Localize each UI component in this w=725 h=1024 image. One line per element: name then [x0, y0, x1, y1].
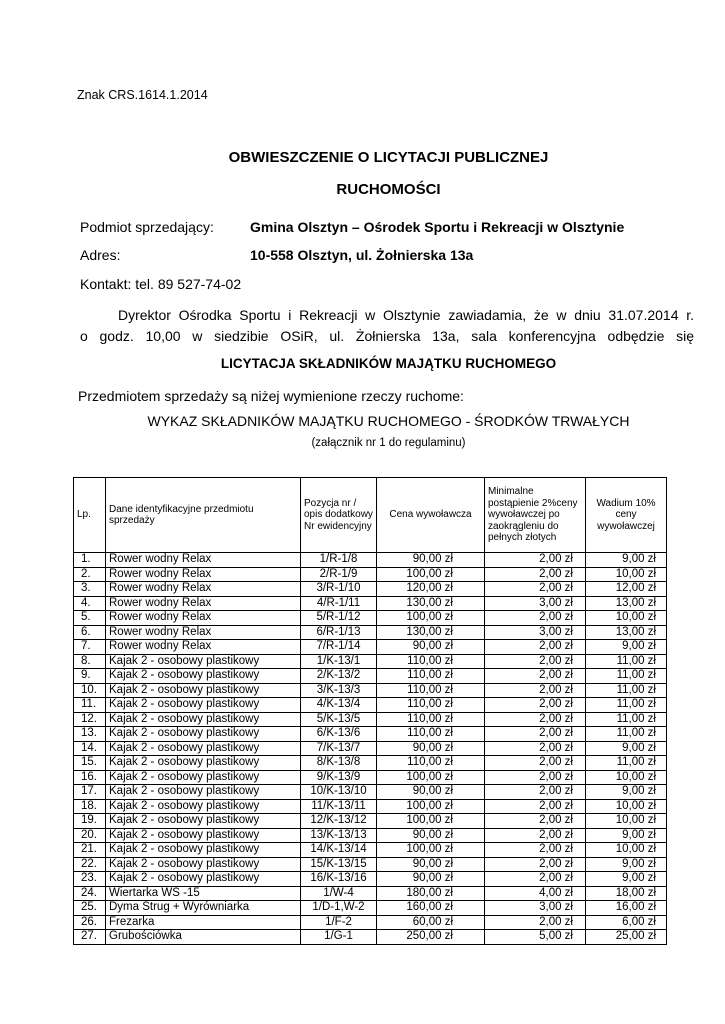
- cell-name: Rower wodny Relax: [106, 582, 301, 597]
- cell-deposit: 9,00 zł: [586, 828, 667, 843]
- cell-name: Kajak 2 - osobowy plastikowy: [106, 872, 301, 887]
- cell-position: 5/K-13/5: [301, 712, 377, 727]
- seller-label: Podmiot sprzedający:: [80, 219, 214, 235]
- cell-price: 110,00 zł: [377, 756, 485, 771]
- cell-price: 130,00 zł: [377, 596, 485, 611]
- cell-lp: 20.: [74, 828, 106, 843]
- header-name: Dane identyfikacyjne przedmiotu sprzedaży: [106, 478, 301, 553]
- cell-position: 6/R-1/13: [301, 625, 377, 640]
- cell-step: 2,00 zł: [485, 785, 586, 800]
- cell-step: 2,00 zł: [485, 727, 586, 742]
- cell-name: Rower wodny Relax: [106, 596, 301, 611]
- cell-position: 9/K-13/9: [301, 770, 377, 785]
- cell-lp: 7.: [74, 640, 106, 655]
- cell-position: 15/K-13/15: [301, 857, 377, 872]
- header-deposit: Wadium 10% ceny wywoławczej: [586, 478, 667, 553]
- cell-step: 2,00 zł: [485, 640, 586, 655]
- cell-deposit: 11,00 zł: [586, 756, 667, 771]
- cell-position: 6/K-13/6: [301, 727, 377, 742]
- table-row: [74, 640, 667, 655]
- table-row: [74, 683, 667, 698]
- cell-position: 1/D-1,W-2: [301, 901, 377, 916]
- header-position: Pozycja nr / opis dodatkowy Nr ewidencyjny: [301, 478, 377, 553]
- cell-price: 160,00 zł: [377, 901, 485, 916]
- table-row: [74, 625, 667, 640]
- cell-price: 110,00 zł: [377, 727, 485, 742]
- cell-deposit: 10,00 zł: [586, 843, 667, 858]
- cell-price: 90,00 zł: [377, 640, 485, 655]
- cell-lp: 21.: [74, 843, 106, 858]
- cell-lp: 1.: [74, 553, 106, 568]
- cell-price: 110,00 zł: [377, 669, 485, 684]
- cell-step: 2,00 zł: [485, 611, 586, 626]
- cell-name: Kajak 2 - osobowy plastikowy: [106, 654, 301, 669]
- cell-step: 5,00 zł: [485, 930, 586, 945]
- cell-price: 130,00 zł: [377, 625, 485, 640]
- cell-name: Kajak 2 - osobowy plastikowy: [106, 712, 301, 727]
- cell-step: 4,00 zł: [485, 886, 586, 901]
- cell-price: 90,00 zł: [377, 785, 485, 800]
- notice-line-2: o godz. 10,00 w siedzibie OSiR, ul. Żołnierska 13a, sala konferencyjna odbędzie się: [80, 328, 694, 344]
- cell-position: 8/K-13/8: [301, 756, 377, 771]
- cell-position: 5/R-1/12: [301, 611, 377, 626]
- cell-lp: 4.: [74, 596, 106, 611]
- cell-lp: 26.: [74, 915, 106, 930]
- table-row: [74, 582, 667, 597]
- cell-lp: 12.: [74, 712, 106, 727]
- cell-step: 2,00 zł: [485, 669, 586, 684]
- cell-name: Kajak 2 - osobowy plastikowy: [106, 843, 301, 858]
- cell-step: 3,00 zł: [485, 625, 586, 640]
- cell-step: 2,00 zł: [485, 553, 586, 568]
- cell-name: Kajak 2 - osobowy plastikowy: [106, 828, 301, 843]
- table-row: [74, 567, 667, 582]
- cell-position: 3/K-13/3: [301, 683, 377, 698]
- cell-deposit: 10,00 zł: [586, 799, 667, 814]
- table-row: [74, 741, 667, 756]
- cell-name: Kajak 2 - osobowy plastikowy: [106, 857, 301, 872]
- list-title: WYKAZ SKŁADNIKÓW MAJĄTKU RUCHOMEGO - ŚRODKÓW TRWAŁYCH: [147, 413, 630, 429]
- cell-step: 2,00 zł: [485, 828, 586, 843]
- cell-name: Rower wodny Relax: [106, 553, 301, 568]
- cell-lp: 10.: [74, 683, 106, 698]
- table-row: [74, 872, 667, 887]
- cell-lp: 3.: [74, 582, 106, 597]
- cell-step: 2,00 zł: [485, 915, 586, 930]
- cell-name: Wiertarka WS -15: [106, 886, 301, 901]
- table-row: [74, 799, 667, 814]
- address-value: 10-558 Olsztyn, ul. Żołnierska 13a: [250, 247, 474, 263]
- cell-deposit: 10,00 zł: [586, 814, 667, 829]
- cell-name: Kajak 2 - osobowy plastikowy: [106, 741, 301, 756]
- cell-price: 90,00 zł: [377, 872, 485, 887]
- cell-deposit: 9,00 zł: [586, 872, 667, 887]
- cell-lp: 23.: [74, 872, 106, 887]
- cell-deposit: 10,00 zł: [586, 567, 667, 582]
- cell-name: Kajak 2 - osobowy plastikowy: [106, 669, 301, 684]
- header-lp: Lp.: [74, 478, 106, 553]
- contact-info: Kontakt: tel. 89 527-74-02: [80, 276, 242, 292]
- cell-price: 110,00 zł: [377, 683, 485, 698]
- cell-price: 250,00 zł: [377, 930, 485, 945]
- cell-name: Kajak 2 - osobowy plastikowy: [106, 814, 301, 829]
- cell-step: 2,00 zł: [485, 857, 586, 872]
- cell-step: 2,00 zł: [485, 770, 586, 785]
- document-subtitle: RUCHOMOŚCI: [336, 181, 441, 198]
- table-row: [74, 886, 667, 901]
- cell-name: Kajak 2 - osobowy plastikowy: [106, 785, 301, 800]
- cell-price: 110,00 zł: [377, 698, 485, 713]
- cell-name: Kajak 2 - osobowy plastikowy: [106, 698, 301, 713]
- cell-position: 2/R-1/9: [301, 567, 377, 582]
- cell-price: 90,00 zł: [377, 741, 485, 756]
- cell-lp: 22.: [74, 857, 106, 872]
- cell-lp: 8.: [74, 654, 106, 669]
- cell-price: 180,00 zł: [377, 886, 485, 901]
- table-row: [74, 553, 667, 568]
- cell-price: 100,00 zł: [377, 611, 485, 626]
- cell-deposit: 9,00 zł: [586, 785, 667, 800]
- cell-position: 2/K-13/2: [301, 669, 377, 684]
- cell-name: Kajak 2 - osobowy plastikowy: [106, 727, 301, 742]
- cell-lp: 18.: [74, 799, 106, 814]
- cell-deposit: 11,00 zł: [586, 727, 667, 742]
- cell-deposit: 11,00 zł: [586, 712, 667, 727]
- cell-lp: 17.: [74, 785, 106, 800]
- cell-deposit: 6,00 zł: [586, 915, 667, 930]
- cell-price: 110,00 zł: [377, 654, 485, 669]
- header-price: Cena wywoławcza: [377, 478, 485, 553]
- annex-note: (załącznik nr 1 do regulaminu): [311, 437, 466, 449]
- cell-price: 100,00 zł: [377, 843, 485, 858]
- document-reference: Znak CRS.1614.1.2014: [77, 88, 208, 102]
- cell-name: Kajak 2 - osobowy plastikowy: [106, 756, 301, 771]
- cell-lp: 19.: [74, 814, 106, 829]
- cell-step: 2,00 zł: [485, 683, 586, 698]
- table-row: [74, 915, 667, 930]
- table-row: [74, 901, 667, 916]
- cell-position: 12/K-13/12: [301, 814, 377, 829]
- table-row: [74, 930, 667, 945]
- cell-deposit: 11,00 zł: [586, 698, 667, 713]
- items-table: [73, 477, 667, 945]
- table-row: [74, 712, 667, 727]
- cell-price: 60,00 zł: [377, 915, 485, 930]
- cell-position: 3/R-1/10: [301, 582, 377, 597]
- cell-step: 2,00 zł: [485, 756, 586, 771]
- cell-lp: 5.: [74, 611, 106, 626]
- cell-deposit: 18,00 zł: [586, 886, 667, 901]
- cell-deposit: 12,00 zł: [586, 582, 667, 597]
- table-row: [74, 698, 667, 713]
- cell-name: Kajak 2 - osobowy plastikowy: [106, 799, 301, 814]
- cell-name: Grubościówka: [106, 930, 301, 945]
- cell-position: 1/F-2: [301, 915, 377, 930]
- cell-deposit: 10,00 zł: [586, 611, 667, 626]
- table-row: [74, 654, 667, 669]
- cell-step: 3,00 zł: [485, 596, 586, 611]
- table-row: [74, 669, 667, 684]
- cell-name: Rower wodny Relax: [106, 640, 301, 655]
- cell-position: 1/G-1: [301, 930, 377, 945]
- address-label: Adres:: [80, 247, 121, 263]
- table-row: [74, 828, 667, 843]
- cell-deposit: 13,00 zł: [586, 625, 667, 640]
- cell-position: 1/W-4: [301, 886, 377, 901]
- cell-position: 7/K-13/7: [301, 741, 377, 756]
- cell-name: Kajak 2 - osobowy plastikowy: [106, 770, 301, 785]
- cell-position: 4/K-13/4: [301, 698, 377, 713]
- cell-name: Dyma Strug + Wyrówniarka: [106, 901, 301, 916]
- cell-step: 2,00 zł: [485, 872, 586, 887]
- table-row: [74, 785, 667, 800]
- notice-line-1-text: Dyrektor Ośrodka Sportu i Rekreacji w Olsztynie zawiadamia, że w dniu 31.07.2014 r.: [118, 307, 694, 323]
- cell-position: 4/R-1/11: [301, 596, 377, 611]
- cell-step: 2,00 zł: [485, 712, 586, 727]
- cell-price: 120,00 zł: [377, 582, 485, 597]
- cell-name: Frezarka: [106, 915, 301, 930]
- table-body: [74, 553, 667, 945]
- cell-position: 16/K-13/16: [301, 872, 377, 887]
- document-title: OBWIESZCZENIE O LICYTACJI PUBLICZNEJ: [228, 149, 549, 166]
- cell-price: 90,00 zł: [377, 553, 485, 568]
- cell-step: 2,00 zł: [485, 567, 586, 582]
- cell-price: 100,00 zł: [377, 770, 485, 785]
- table-row: [74, 770, 667, 785]
- cell-name: Rower wodny Relax: [106, 611, 301, 626]
- cell-step: 2,00 zł: [485, 698, 586, 713]
- cell-deposit: 9,00 zł: [586, 553, 667, 568]
- cell-deposit: 10,00 zł: [586, 770, 667, 785]
- cell-lp: 16.: [74, 770, 106, 785]
- cell-deposit: 16,00 zł: [586, 901, 667, 916]
- table-row: [74, 857, 667, 872]
- table-row: [74, 596, 667, 611]
- cell-price: 100,00 zł: [377, 567, 485, 582]
- cell-step: 3,00 zł: [485, 901, 586, 916]
- cell-deposit: 9,00 zł: [586, 857, 667, 872]
- cell-step: 2,00 zł: [485, 741, 586, 756]
- cell-position: 14/K-13/14: [301, 843, 377, 858]
- table-row: [74, 727, 667, 742]
- cell-step: 2,00 zł: [485, 654, 586, 669]
- cell-lp: 24.: [74, 886, 106, 901]
- cell-deposit: 11,00 zł: [586, 669, 667, 684]
- cell-deposit: 13,00 zł: [586, 596, 667, 611]
- cell-lp: 11.: [74, 698, 106, 713]
- header-step: Minimalne postąpienie 2%ceny wywoławczej po zaokrągleniu do pełnych złotych: [485, 478, 586, 553]
- cell-deposit: 11,00 zł: [586, 654, 667, 669]
- cell-deposit: 25,00 zł: [586, 930, 667, 945]
- cell-price: 90,00 zł: [377, 828, 485, 843]
- table-header-row: [74, 478, 667, 553]
- table-row: [74, 611, 667, 626]
- cell-name: Kajak 2 - osobowy plastikowy: [106, 683, 301, 698]
- cell-price: 90,00 zł: [377, 857, 485, 872]
- cell-step: 2,00 zł: [485, 814, 586, 829]
- cell-name: Rower wodny Relax: [106, 567, 301, 582]
- cell-step: 2,00 zł: [485, 582, 586, 597]
- table-row: [74, 814, 667, 829]
- notice-line-1: [80, 305, 694, 326]
- cell-lp: 15.: [74, 756, 106, 771]
- cell-lp: 13.: [74, 727, 106, 742]
- cell-deposit: 9,00 zł: [586, 640, 667, 655]
- cell-price: 110,00 zł: [377, 712, 485, 727]
- cell-deposit: 9,00 zł: [586, 741, 667, 756]
- seller-value: Gmina Olsztyn – Ośrodek Sportu i Rekreacji w Olsztynie: [250, 219, 625, 235]
- table-row: [74, 843, 667, 858]
- cell-position: 1/K-13/1: [301, 654, 377, 669]
- section-heading: LICYTACJA SKŁADNIKÓW MAJĄTKU RUCHOMEGO: [220, 356, 557, 371]
- cell-lp: 2.: [74, 567, 106, 582]
- cell-deposit: 11,00 zł: [586, 683, 667, 698]
- cell-price: 100,00 zł: [377, 814, 485, 829]
- cell-name: Rower wodny Relax: [106, 625, 301, 640]
- cell-lp: 14.: [74, 741, 106, 756]
- intro-text: Przedmiotem sprzedaży są niżej wymienione rzeczy ruchome:: [78, 388, 464, 404]
- cell-lp: 27.: [74, 930, 106, 945]
- cell-position: 10/K-13/10: [301, 785, 377, 800]
- cell-lp: 9.: [74, 669, 106, 684]
- cell-lp: 25.: [74, 901, 106, 916]
- cell-step: 2,00 zł: [485, 843, 586, 858]
- cell-price: 100,00 zł: [377, 799, 485, 814]
- table-row: [74, 756, 667, 771]
- cell-position: 1/R-1/8: [301, 553, 377, 568]
- cell-position: 11/K-13/11: [301, 799, 377, 814]
- notice-paragraph: [80, 305, 694, 347]
- cell-step: 2,00 zł: [485, 799, 586, 814]
- cell-lp: 6.: [74, 625, 106, 640]
- cell-position: 7/R-1/14: [301, 640, 377, 655]
- cell-position: 13/K-13/13: [301, 828, 377, 843]
